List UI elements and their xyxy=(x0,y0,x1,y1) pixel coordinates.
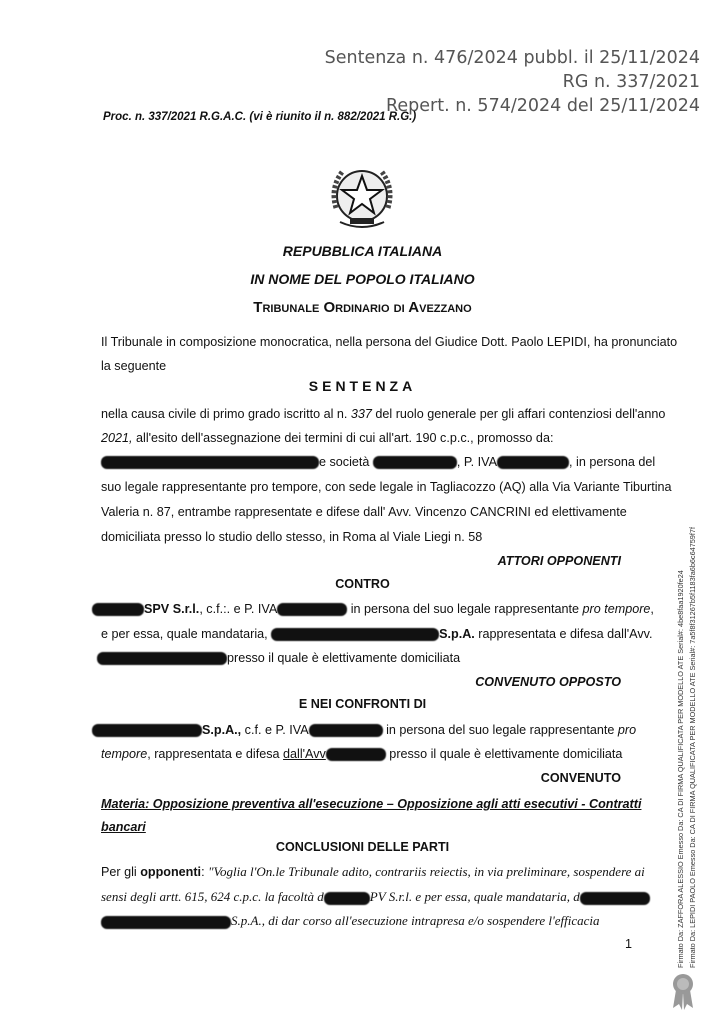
heading-tribunal: Tribunale Ordinario di Avezzano xyxy=(253,299,472,316)
heading-republic: REPUBBLICA ITALIANA xyxy=(282,243,443,259)
redaction xyxy=(101,916,231,929)
heading-conclusioni: CONCLUSIONI DELLE PARTI xyxy=(275,840,450,854)
redaction xyxy=(92,603,144,616)
signature-line-zaffora: Firmato Da: ZAFFORA ALESSIO Emesso Da: CA DI FIRMA QUALIFICATA PER MODELLO ATE Serial#: 4be8faa1920fe24 xyxy=(676,570,685,968)
terzo-line-2: tempore, rappresentata e difesa dall'Avv presso il quale è elettivamente domiciliata xyxy=(101,747,623,761)
convenuto-line-2: e per essa, quale mandataria, S.p.A. rappresentata e difesa dall'Avv. xyxy=(101,627,653,641)
causa-line-4: suo legale rappresentante pro tempore, con sede legale in Tagliacozzo (AQ) alla Via Variante Tiburtina xyxy=(101,480,672,494)
redaction xyxy=(324,892,370,905)
page-number: 1 xyxy=(625,937,633,951)
stamp-sentenza: Sentenza n. 476/2024 pubbl. il 25/11/2024 xyxy=(324,48,700,68)
redaction xyxy=(97,652,227,665)
redaction xyxy=(326,748,386,761)
label-contro: CONTRO xyxy=(335,577,390,591)
label-attori-opponenti: ATTORI OPPONENTI xyxy=(497,554,621,568)
redaction xyxy=(101,456,319,469)
proc-number: Proc. n. 337/2021 R.G.A.C. (vi è riunito il n. 882/2021 R.G.) xyxy=(103,111,417,123)
heading-people: IN NOME DEL POPOLO ITALIANO xyxy=(250,271,475,287)
rosette-seal-icon xyxy=(670,972,696,1012)
label-nei-confronti: E NEI CONFRONTI DI xyxy=(298,697,427,711)
redaction xyxy=(373,456,457,469)
materia-line-2: bancari xyxy=(101,820,146,834)
causa-line-1: nella causa civile di primo grado iscritto al n. 337 del ruolo generale per gli affari contenziosi dell'anno xyxy=(101,407,666,421)
convenuto-line-3: presso il quale è elettivamente domiciliata xyxy=(97,649,460,667)
opponenti-line-3: S.p.A., di dar corso all'esecuzione intrapresa e/o sospendere l'efficacia xyxy=(101,912,600,930)
opponenti-line-2: sensi degli artt. 615, 624 c.p.c. la facoltà d PV S.r.l. e per essa, quale mandataria, d xyxy=(101,888,650,906)
redaction xyxy=(271,628,439,641)
stamp-rg: RG n. 337/2021 xyxy=(562,72,700,92)
causa-line-3: e società , P. IVA , in persona del xyxy=(101,453,655,471)
causa-line-6: domiciliata presso lo studio dello stesso, in Roma al Viale Liegi n. 58 xyxy=(101,530,483,544)
italian-republic-emblem xyxy=(326,158,398,230)
signature-line-lepidi: Firmato Da: LEPIDI PAOLO Emesso Da: CA DI FIRMA QUALIFICATA PER MODELLO ATE Serial#: 7a5f8f31267b5f1183fa6b6c64759f7f xyxy=(688,527,697,968)
label-convenuto: CONVENUTO xyxy=(540,771,621,785)
stamp-repert: Repert. n. 574/2024 del 25/11/2024 xyxy=(386,96,700,116)
intro-line-2: la seguente xyxy=(101,359,167,373)
label-convenuto-opposto: CONVENUTO OPPOSTO xyxy=(475,675,621,689)
causa-line-5: Valeria n. 87, entrambe rappresentate e difese dall' Avv. Vincenzo CANCRINI ed elettivamente xyxy=(101,505,627,519)
redaction xyxy=(580,892,650,905)
opponenti-line-1: Per gli opponenti: "Voglia l'On.le Tribunale adito, contrariis reiectis, in via preliminare, sospendere ai xyxy=(101,864,645,879)
redaction xyxy=(92,724,202,737)
redaction xyxy=(277,603,347,616)
materia-line-1: Materia: Opposizione preventiva all'esecuzione – Opposizione agli atti esecutivi - Contratti xyxy=(101,797,642,811)
redaction xyxy=(497,456,569,469)
title-sentenza: SENTENZA xyxy=(308,378,417,394)
causa-line-2: 2021, all'esito dell'assegnazione dei termini di cui all'art. 190 c.p.c., promosso da: xyxy=(101,431,554,445)
terzo-line-1: S.p.A., c.f. e P. IVA in persona del suo legale rappresentante pro xyxy=(92,721,636,739)
convenuto-line-1: SPV S.r.l., c.f.:. e P. IVA in persona del suo legale rappresentante pro tempore, xyxy=(92,600,654,618)
redaction xyxy=(309,724,383,737)
intro-line-1: Il Tribunale in composizione monocratica, nella persona del Giudice Dott. Paolo LEPIDI, ha pronunciato xyxy=(101,335,678,349)
